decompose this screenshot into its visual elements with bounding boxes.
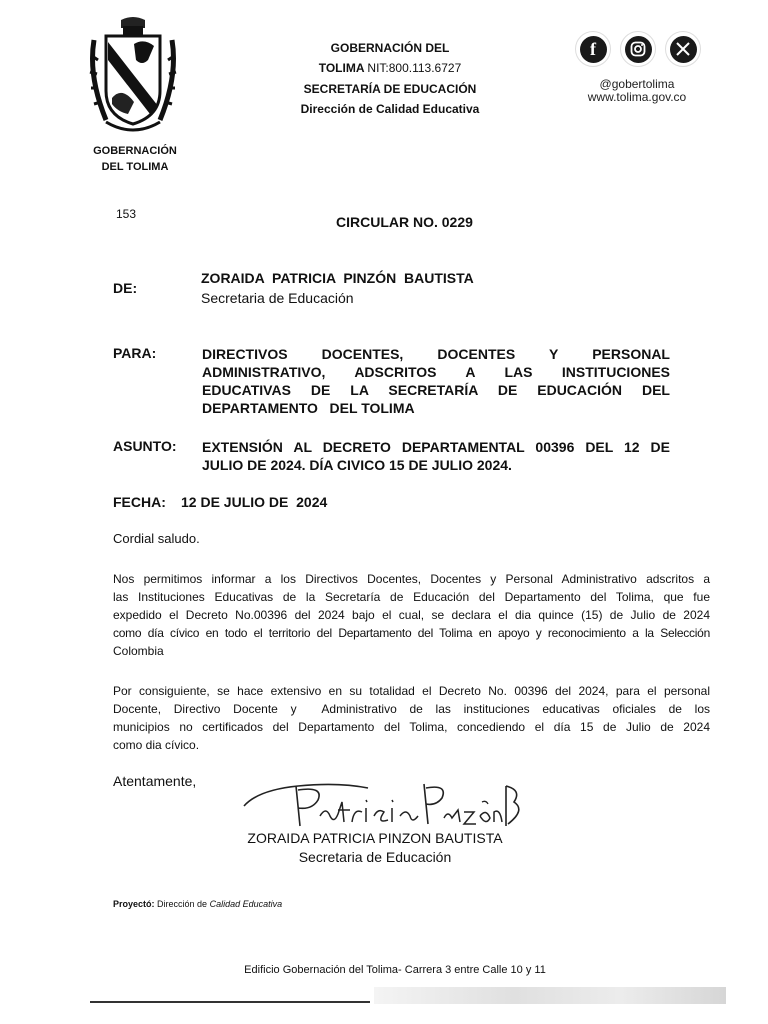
footer-divider [90, 1001, 370, 1003]
de-label: DE: [113, 280, 138, 296]
para-line-4: DEPARTAMENTO DEL TOLIMA [202, 400, 415, 416]
project-label: Proyectó: [113, 899, 155, 909]
asunto-label: ASUNTO: [113, 438, 177, 454]
asunto-line-1: EXTENSIÓN AL DECRETO DEPARTAMENTAL 00396 DEL 12 DE [202, 439, 670, 455]
paragraph-1-line: Colombia [113, 644, 164, 658]
paragraph-2-line: Por consiguiente, se hace extensivo en su totalidad el Decreto No. 00396 del 2024, para el personal [113, 684, 710, 698]
fecha-value: 12 DE JULIO DE 2024 [181, 494, 328, 510]
org-secretaria: SECRETARÍA DE EDUCACIÓN [303, 82, 477, 96]
para-label: PARA: [113, 345, 157, 361]
paragraph-1-line: expedido el Decreto No.00396 del 2024 bajo el cual, se declara el dia quince (15) de Julio de 2024 [113, 608, 710, 622]
crest-caption [80, 143, 190, 175]
tolima-crest-logo [88, 16, 178, 140]
para-line-2: ADMINISTRATIVO, ADSCRITOS A LAS INSTITUCIONES [202, 364, 670, 380]
paragraph-1-line: como día cívico en todo el territorio del Departamento del Tolima en apoyo y reconocimiento a la Selección [113, 626, 710, 640]
de-role: Secretaria de Educación [201, 290, 354, 306]
paragraph-1-line: las Instituciones Educativas de la Secretaría de Educación del Departamento del Tolima, que fue [113, 590, 710, 604]
footer-address: Edificio Gobernación del Tolima- Carrera 3 entre Calle 10 y 11 [244, 964, 546, 976]
org-direccion: Dirección de Calidad Educativa [300, 102, 480, 116]
circular-title: CIRCULAR NO. 0229 [336, 214, 473, 230]
asunto-line-2: JULIO DE 2024. DÍA CIVICO 15 DE JULIO 2024. [202, 457, 512, 473]
crest-caption-line1: GOBERNACIÓN [93, 145, 177, 157]
facebook-icon[interactable]: f [575, 31, 611, 67]
org-name-line2 [260, 58, 520, 78]
greeting: Cordial saludo. [113, 531, 200, 546]
para-line-1: DIRECTIVOS DOCENTES, DOCENTES Y PERSONAL [202, 346, 670, 362]
paragraph-1 [113, 570, 710, 660]
social-handle: @gobertolima [599, 77, 675, 91]
fecha-label: FECHA: [113, 494, 166, 510]
x-icon[interactable] [665, 31, 701, 67]
project-text: Dirección de [157, 899, 208, 909]
org-name-line1: GOBERNACIÓN DEL [330, 41, 450, 55]
signer-role: Secretaria de Educación [298, 849, 452, 865]
org-nit: NIT:800.113.6727 [367, 61, 462, 75]
website-link[interactable]: www.tolima.gov.co [587, 90, 687, 104]
para-line-3: EDUCATIVAS DE LA SECRETARÍA DE EDUCACIÓN DEL [202, 382, 670, 398]
project-italic: Calidad Educativa [209, 899, 283, 909]
crest-caption-line2: DEL TOLIMA [101, 161, 169, 173]
paragraph-2-line: municipios no certificados del Departamento del Tolima, concediendo el día 15 de Julio de 2024 [113, 720, 710, 734]
closing: Atentamente, [113, 773, 197, 789]
de-name: ZORAIDA PATRICIA PINZÓN BAUTISTA [201, 270, 474, 286]
instagram-icon[interactable] [620, 31, 656, 67]
project-credit [113, 899, 282, 909]
org-name-tolima: TOLIMA [318, 61, 365, 75]
contact-info [575, 78, 699, 104]
paragraph-2-line: como dia cívico. [113, 738, 200, 752]
paragraph-2-line: Docente, Directivo Docente y Administrativo de las instituciones educativas oficiales de los [113, 702, 710, 716]
paragraph-1-line: Nos permitimos informar a los Directivos Docentes, Docentes y Personal Administrativo adscritos a [113, 572, 710, 586]
paragraph-2 [113, 682, 710, 754]
document-serial: 153 [116, 207, 137, 221]
signer-name: ZORAIDA PATRICIA PINZON BAUTISTA [247, 830, 503, 846]
scan-edge-artifact [374, 987, 726, 1004]
